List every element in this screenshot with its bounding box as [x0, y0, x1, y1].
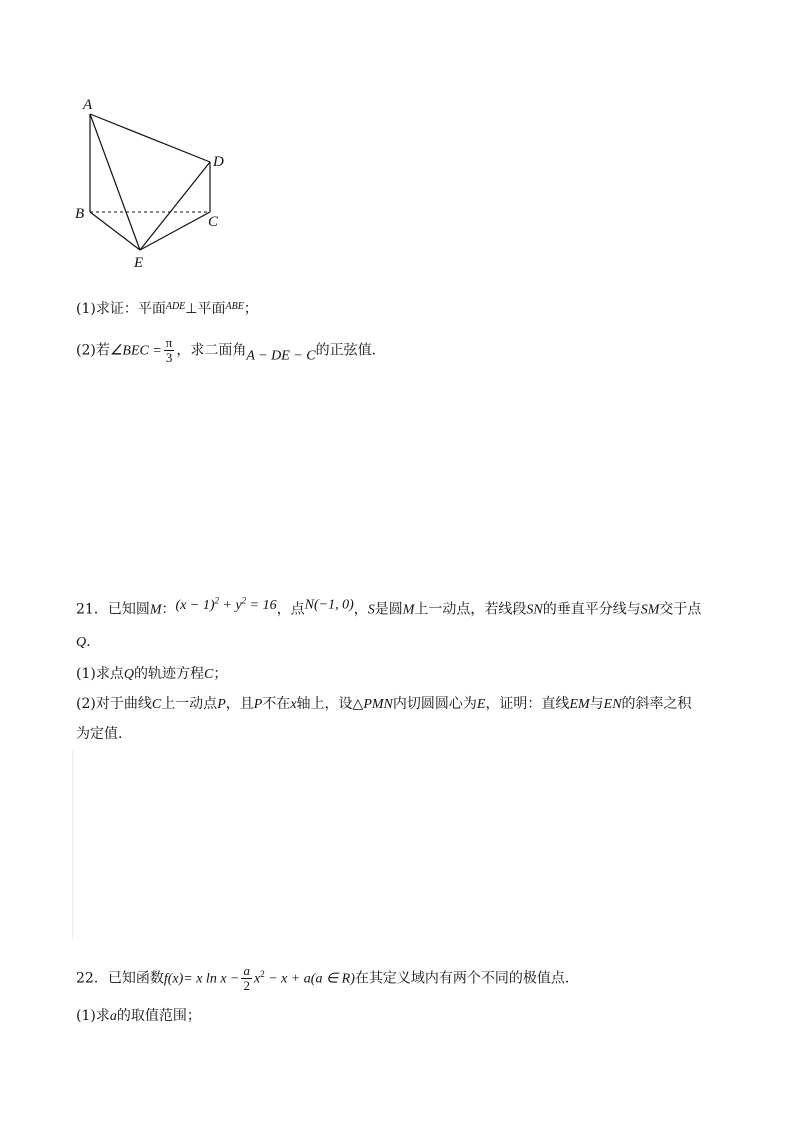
q21-stem-line1: 21．已知圆M：$(x - 1)^2 + y^2 = 16$，点N(−1, 0)，S是圆M上一动点，若线段SN的垂直平分线与SM交于点: [76, 595, 702, 618]
point-label-B: B: [75, 206, 85, 222]
q21-part2-line2: 为定值.: [76, 726, 123, 742]
function-f: f(x): [163, 971, 184, 987]
angle-BEC: ∠BEC =: [109, 343, 162, 359]
edge-AD: [90, 114, 210, 162]
plane-ABE: ABE: [225, 301, 244, 312]
edge-DE: [140, 162, 210, 250]
q22-stem: 22．已知函数f(x)= x ln x − $\frac{a}{2}$ $x^2 - x + a(a$ ∈ R)在其定义域内有两个不同的极值点.: [76, 963, 570, 994]
circle-equation: $(x - 1)^2 + y^2 = 16$: [175, 595, 277, 613]
pyramid-diagram: [70, 92, 240, 274]
fraction-pi-over-3: $\frac{\pi}{3}$: [165, 335, 173, 365]
point-label-C: C: [208, 214, 219, 230]
q22-part1: (1)求a的取值范围；: [76, 1008, 201, 1024]
dihedral-angle: A − DE − C: [246, 348, 316, 364]
plane-ADE: ADE: [165, 301, 186, 312]
edge-CE: [140, 212, 210, 250]
fraction-a-over-2: $\frac{a}{2}$: [243, 963, 250, 994]
edge-AE: [90, 114, 140, 250]
point-label-E: E: [134, 255, 144, 271]
point-label-D: D: [213, 154, 224, 170]
point-label-A: A: [83, 97, 93, 113]
q20-part2: (2)若∠BEC = $\frac{\pi}{3}$ ，求二面角A − DE − C的正弦值.: [76, 335, 377, 365]
q21-part1: (1)求点Q的轨迹方程C；: [76, 666, 228, 682]
q21-stem-line2: Q.: [76, 634, 91, 650]
point-N: N(−1, 0): [304, 597, 354, 613]
geometry-figure: [70, 92, 240, 274]
q20-part1: (1)求证：平面$^{ADE}$⊥平面$^{ABE}$；: [76, 301, 258, 317]
scan-artifact: [72, 750, 73, 940]
q21-part2: (2)对于曲线C上一动点P，且P不在x轴上，设△PMN内切圆圆心为E，证明：直线EM与EN的斜率之积: [76, 696, 692, 712]
